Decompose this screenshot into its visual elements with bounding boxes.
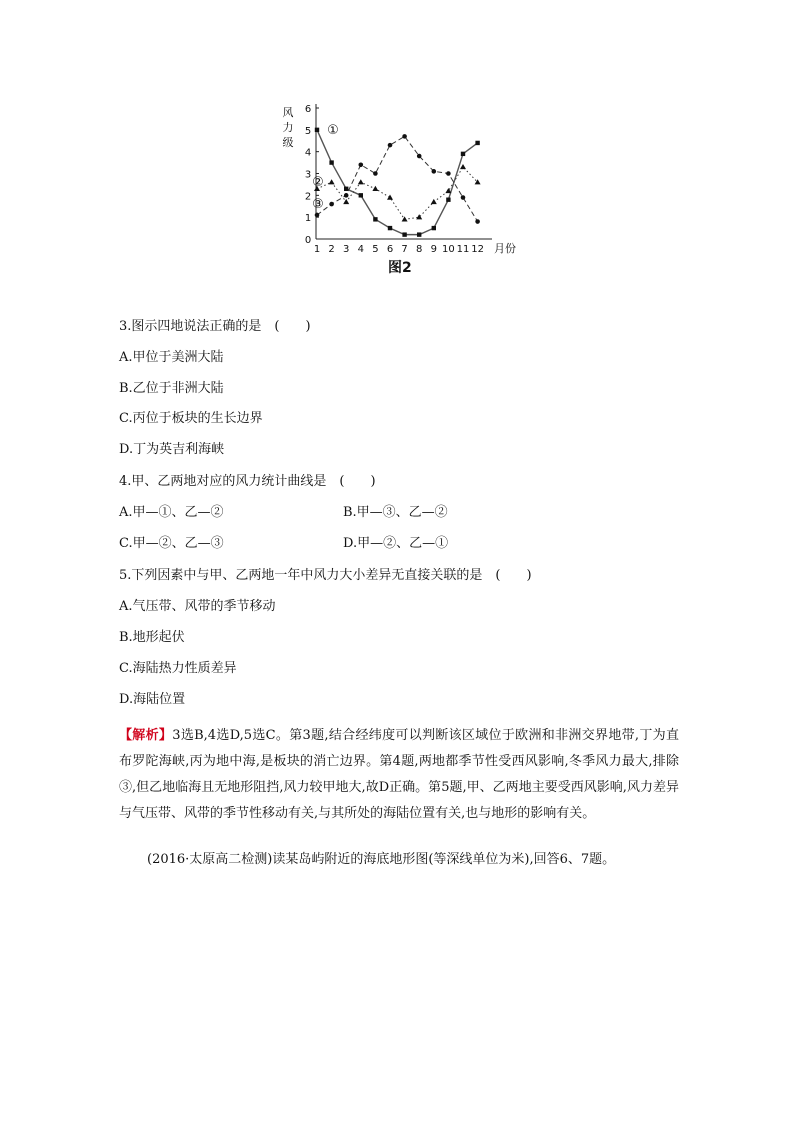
question-4-stem: 4.甲、乙两地对应的风力统计曲线是 ( ) xyxy=(119,474,376,489)
data-point xyxy=(373,217,377,221)
data-point xyxy=(344,187,348,191)
data-point xyxy=(315,213,320,218)
analysis-tag: 【解析】 xyxy=(119,728,173,743)
data-point xyxy=(359,193,363,197)
x-axis-label: 月份 xyxy=(494,242,516,255)
data-point xyxy=(432,226,436,230)
y-tick-label: 5 xyxy=(304,125,312,137)
x-tick-label: 5 xyxy=(372,244,379,255)
data-point xyxy=(358,179,364,184)
data-point xyxy=(373,171,378,176)
q4-option-c: C.甲—②、乙—③ xyxy=(119,536,224,551)
data-point xyxy=(475,141,479,145)
y-tick-label: 1 xyxy=(304,213,312,225)
y-tick-label: 4 xyxy=(304,147,312,159)
x-tick-label: 7 xyxy=(401,244,408,255)
data-point xyxy=(388,226,392,230)
x-tick-label: 6 xyxy=(386,244,394,255)
data-point xyxy=(344,193,349,198)
wind-chart-figure xyxy=(280,100,520,280)
data-point xyxy=(416,214,422,219)
q3-option-d: D.丁为英吉利海峡 xyxy=(119,442,225,457)
y-tick-label: 2 xyxy=(304,191,312,203)
data-point xyxy=(402,134,407,139)
data-point xyxy=(417,232,421,236)
q5-option-d: D.海陆位置 xyxy=(119,692,186,707)
y-tick-label: 0 xyxy=(304,235,312,246)
curve-label: ① xyxy=(327,122,339,138)
x-tick-label: 11 xyxy=(456,244,470,255)
data-point xyxy=(329,202,334,207)
data-point xyxy=(329,179,335,184)
x-tick-label: 8 xyxy=(416,244,423,255)
y-axis-label: 力 xyxy=(282,121,294,134)
x-tick-label: 9 xyxy=(430,244,437,255)
q5-option-b: B.地形起伏 xyxy=(119,630,185,645)
data-point xyxy=(329,160,333,164)
series-line xyxy=(317,167,478,219)
data-point xyxy=(475,219,480,224)
q4-option-d: D.甲—②、乙—① xyxy=(343,536,449,551)
y-axis-label: 级 xyxy=(282,136,294,149)
x-tick-label: 2 xyxy=(328,244,335,255)
data-point xyxy=(431,199,437,204)
curve-label: ② xyxy=(312,175,324,191)
q5-option-c: C.海陆热力性质差异 xyxy=(119,661,237,676)
analysis-text: 3选B,4选D,5选C。第3题,结合经纬度可以判断该区域位于欧洲和非洲交界地带,丁为直布罗陀海峡,丙为地中海,是板块的消亡边界。第4题,两地都季节性受西风影响,冬季风力最大,排除③,但乙地临海且无地形阻挡,风力较甲地大,故D正确。第5题,甲、乙两地主要受西风影响,风力差异与气压带、风带的季节性移动有关,与其所处的海陆位置有关,也与地形的影响有关。 xyxy=(119,728,679,821)
data-point xyxy=(446,198,450,202)
x-tick-label: 3 xyxy=(343,244,350,255)
y-tick-label: 6 xyxy=(304,104,312,115)
q5-option-a: A.气压带、风带的季节移动 xyxy=(119,599,276,614)
data-point xyxy=(315,128,319,132)
x-tick-label: 4 xyxy=(357,244,364,255)
data-point xyxy=(387,195,393,200)
data-point xyxy=(402,232,406,236)
data-point xyxy=(461,152,465,156)
wind-chart xyxy=(280,100,520,260)
curve-label: ③ xyxy=(312,197,324,213)
q3-option-a: A.甲位于美洲大陆 xyxy=(119,350,224,365)
y-axis-label: 风 xyxy=(282,106,294,119)
q3-option-b: B.乙位于非洲大陆 xyxy=(119,381,224,396)
y-tick-label: 3 xyxy=(304,169,312,181)
q4-option-a: A.甲—①、乙—② xyxy=(119,505,224,520)
x-tick-label: 10 xyxy=(442,244,455,255)
question-5-stem: 5.下列因素中与甲、乙两地一年中风力大小差异无直接关联的是 ( ) xyxy=(119,568,532,583)
data-point xyxy=(359,162,364,167)
data-point xyxy=(402,216,408,221)
analysis-block xyxy=(119,723,679,827)
data-point xyxy=(445,188,451,193)
x-tick-label: 12 xyxy=(471,244,484,255)
data-point xyxy=(372,186,378,191)
data-point xyxy=(446,171,451,176)
q4-option-b: B.甲—③、乙—② xyxy=(343,505,448,520)
data-point xyxy=(460,164,466,169)
data-point xyxy=(388,143,393,148)
figure-caption: 图2 xyxy=(388,260,412,276)
x-tick-label: 1 xyxy=(313,244,321,255)
question-3-stem: 3.图示四地说法正确的是 ( ) xyxy=(119,319,311,334)
source-line: (2016·太原高二检测)读某岛屿附近的海底地形图(等深线单位为米),回答6、7题。 xyxy=(147,852,616,867)
data-point xyxy=(432,169,437,174)
data-point xyxy=(461,195,466,200)
data-point xyxy=(417,154,422,159)
q3-option-c: C.丙位于板块的生长边界 xyxy=(119,411,263,426)
